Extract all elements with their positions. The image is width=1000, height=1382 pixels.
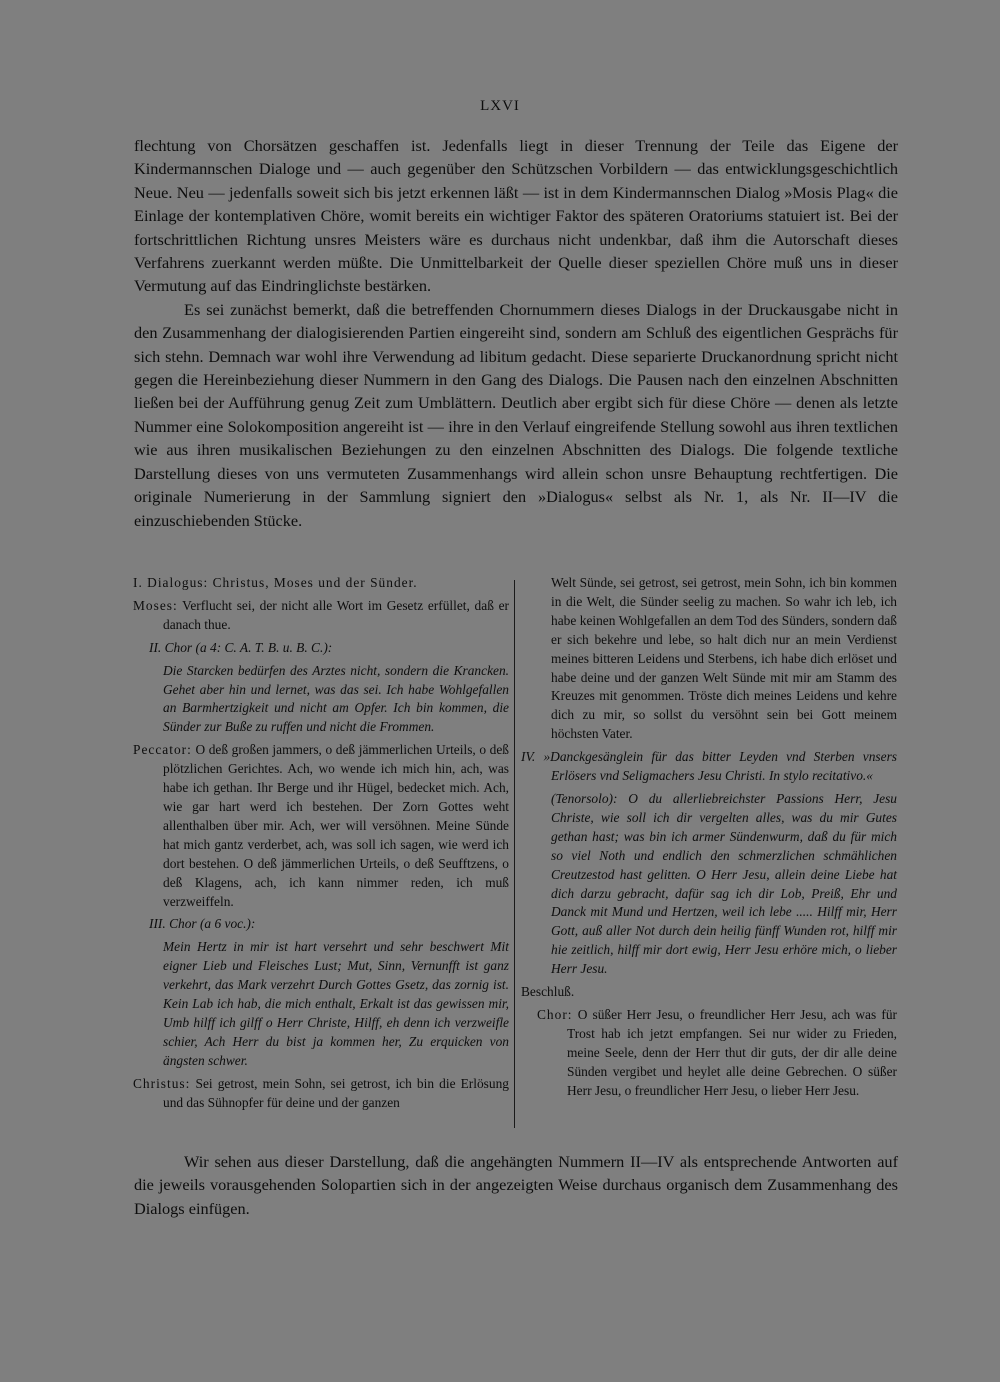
speech-text: O deß großen jammers, o deß jämmerlichen Urteils, o deß plötzlichen Gerichtes. Ach, wo wende ich mich hin, ach, was habe ich gethan. Ihr Berge und ihr Hügel, bedecket mich. Ach, wie gar hart werd ich bestehen. Der Zorn Gottes weht allenthalben über mir. Ach, wer will versöhnen. Meine Sünde hat mich gantz verderbet, ach, was soll ich sagen, wie werd ich dort bestehen. O deß jämmerlichen Urteils, o deß Seufftzens, o deß Klagens, ach, ich kann nimmer reden, ich muß verzweiffeln.: [163, 742, 509, 909]
speech-text: O süßer Herr Jesu, o freundlicher Herr Jesu, ach was für Trost hab ich jetzt empfangen. Sei nur wider zu Frieden, meine Seele, denn der Herr thut dir guts, der dir alle deine Sünden vergibet und heylet alle deine Gebrechen. O süßer Herr Jesu, o freundlicher Herr Jesu, o lieber Herr Jesu.: [567, 1006, 897, 1098]
speaker-label: Christus:: [133, 1075, 191, 1091]
christus-entry: [133, 1075, 509, 1113]
iv-heading: IV. »Danckgesänglein für das bitter Leyden vnd Sterben vnsers Erlösers vnd Seligmachers Jesu Christi. In stylo recitativo.«: [521, 749, 897, 784]
two-column-section: [133, 574, 897, 1134]
chor2-text: Die Starcken bedürfen des Arztes nicht, sondern die Krancken. Gehet aber hin und lernet, was das sei. Ich habe Wohlgefallen an Barmhertzigkeit und nicht am Opfer. Ich bin kommen, die Sünder zur Buße zu ruffen und nicht die Frommen.: [163, 662, 509, 735]
chor3-heading: III. Chor (a 6 voc.):: [149, 916, 256, 932]
moses-entry: [133, 597, 509, 635]
right-column: [521, 574, 897, 1104]
page-number: LXVI: [480, 98, 520, 114]
chor2-heading: II. Chor (a 4: C. A. T. B. u. B. C.):: [149, 639, 333, 655]
chor3-text: Mein Hertz in mir ist hart versehrt und sehr beschwert Mit eigner Lieb und Fleisches Lust; Mut, Sinn, Vernunfft ist ganz verkehrt, das Mark verzehrt Durch Gottes Gsetz, das zornig ist. Kein Lab ich hab, die mich enthalt, Erkalt ist das gewissen mir, Umb hilff ich gilff o Herr Christe, Hilff, eh denn ich verzweifle schier, Ach Herr du bist ja kommen her, Zu erquicken von ängsten schwer.: [163, 939, 509, 1068]
peccator-entry: [133, 741, 509, 911]
left-column: [133, 574, 509, 1116]
paragraph: Es sei zunächst bemerkt, daß die betreffenden Chornummern dieses Dialogs in der Druckausgabe nicht in den Zusammenhang der dialogisierenden Partien eingereiht sind, sondern am Schluß des eigentlichen Gesprächs für sich stehn. Demnach war wohl ihre Verwendung ad libitum gedacht. Diese separierte Druckanordnung spricht nicht gegen die Hereinbeziehung dieser Nummern in den Gang des Dialogs. Die Pausen nach den einzelnen Abschnitten ließen bei der Aufführung genug Zeit zum Umblättern. Deutlich aber ergibt sich für diese Chöre — denen als letzte Nummer eine Solokomposition angereiht ist — ihre in den Verlauf eingreifende Stellung sowohl aus ihren textlichen wie aus ihren musikalischen Beziehungen zu den einzelnen Abschnitten des Dialogs. Die folgende textliche Darstellung dieses von uns vermuteten Zusammenhangs wird allein schon unsre Behauptung rechtfertigen. Die originale Numerierung in der Sammlung signiert den »Dialogus« selbst als Nr. 1, als Nr. II—IV die einzuschiebenden Stücke.: [134, 299, 898, 530]
column-divider: [514, 580, 515, 1128]
speaker-label: Chor:: [537, 1006, 573, 1022]
main-text: [134, 134, 898, 532]
speech-text: Verflucht sei, der nicht alle Wort im Gesetz erfüllet, daß er danach thue.: [163, 597, 509, 632]
beschluss-heading: Beschluß.: [521, 984, 575, 1000]
paragraph: flechtung von Chorsätzen geschaffen ist. Jedenfalls liegt in dieser Trennung der Teile das Eigene der Kindermannschen Dialoge und — auch gegenüber den Schützschen Vorbildern — das entwicklungsgeschichtlich Neue. Neu — jedenfalls soweit sich bis jetzt erkennen läßt — ist in dem Kindermannschen Dialog »Mosis Plag« die Einlage der kontemplativen Chöre, womit bereits ein wichtiger Faktor des späteren Oratoriums statuiert ist. Bei der fortschrittlichen Richtung unsres Meisters wäre es durchaus nicht undenkbar, daß ihm die Autorschaft dieses Verfahrens zuerkannt werden müßte. Die Unmittelbarkeit der Quelle dieser speziellen Chöre muß uns in dieser Vermutung auf das Eindringlichste bestärken.: [134, 136, 898, 296]
iv-text: (Tenorsolo): O du allerliebreichster Passions Herr, Jesu Christe, wie soll ich dir vergelten alles, was du mir Gutes gethan hast; was bin ich armer Sündenwurm, daß du für mich so viel Noth und endlich den schmerzlichen schmählichen Creutzestod hast gelitten. O Herr Jesu, allein deine Liebe hat dich darzu gebracht, dafür sag ich dir Lob, Preiß, Ehr und Danck mit Mund und Hertzen, weil ich lebe ..... Hilff mir, Herr Gott, auß aller Not durch dein heilig fünff Wunden rot, hilff mir hie zeitlich, hilff mir dort ewig, Herr Jesu erhöre mich, o lieber Herr Jesu.: [551, 790, 897, 977]
speaker-label: Peccator:: [133, 742, 192, 758]
christus-continued: Welt Sünde, sei getrost, sei getrost, mein Sohn, ich bin kommen in die Welt, die Sünder seelig zu machen. So wahr ich leb, ich habe keinen Wohlgefallen an dem Tod des Sünders, sondern daß er sich bekehre und lebe, so halt dich nur an mein Verdienst meines bitteren Leidens und Sterbens, ich habe dich erlöset und habe deine und der ganzen Welt Sünde mit mir am Stamm des Kreuzes mit genommen. Tröste dich meines Leidens und kehre dich zu mir, so sollst du versöhnt sein bei Gott meinem höchsten Vater.: [551, 575, 897, 742]
chor-entry: [537, 1006, 897, 1101]
dialogus-heading: I. Dialogus: Christus, Moses und der Sünder.: [133, 575, 418, 590]
closing-paragraph: [134, 1150, 898, 1220]
paragraph: Wir sehen aus dieser Darstellung, daß die angehängten Nummern II—IV als entsprechende Antworten auf die jeweils vorausgehenden Solopartien sich in der angezeigten Weise durchaus organisch dem Zusammenhang des Dialogs einfügen.: [134, 1152, 898, 1218]
speaker-label: Moses:: [133, 597, 178, 613]
speech-text: Sei getrost, mein Sohn, sei getrost, ich bin die Erlösung und das Sühnopfer für deine und der ganzen: [163, 1075, 509, 1110]
